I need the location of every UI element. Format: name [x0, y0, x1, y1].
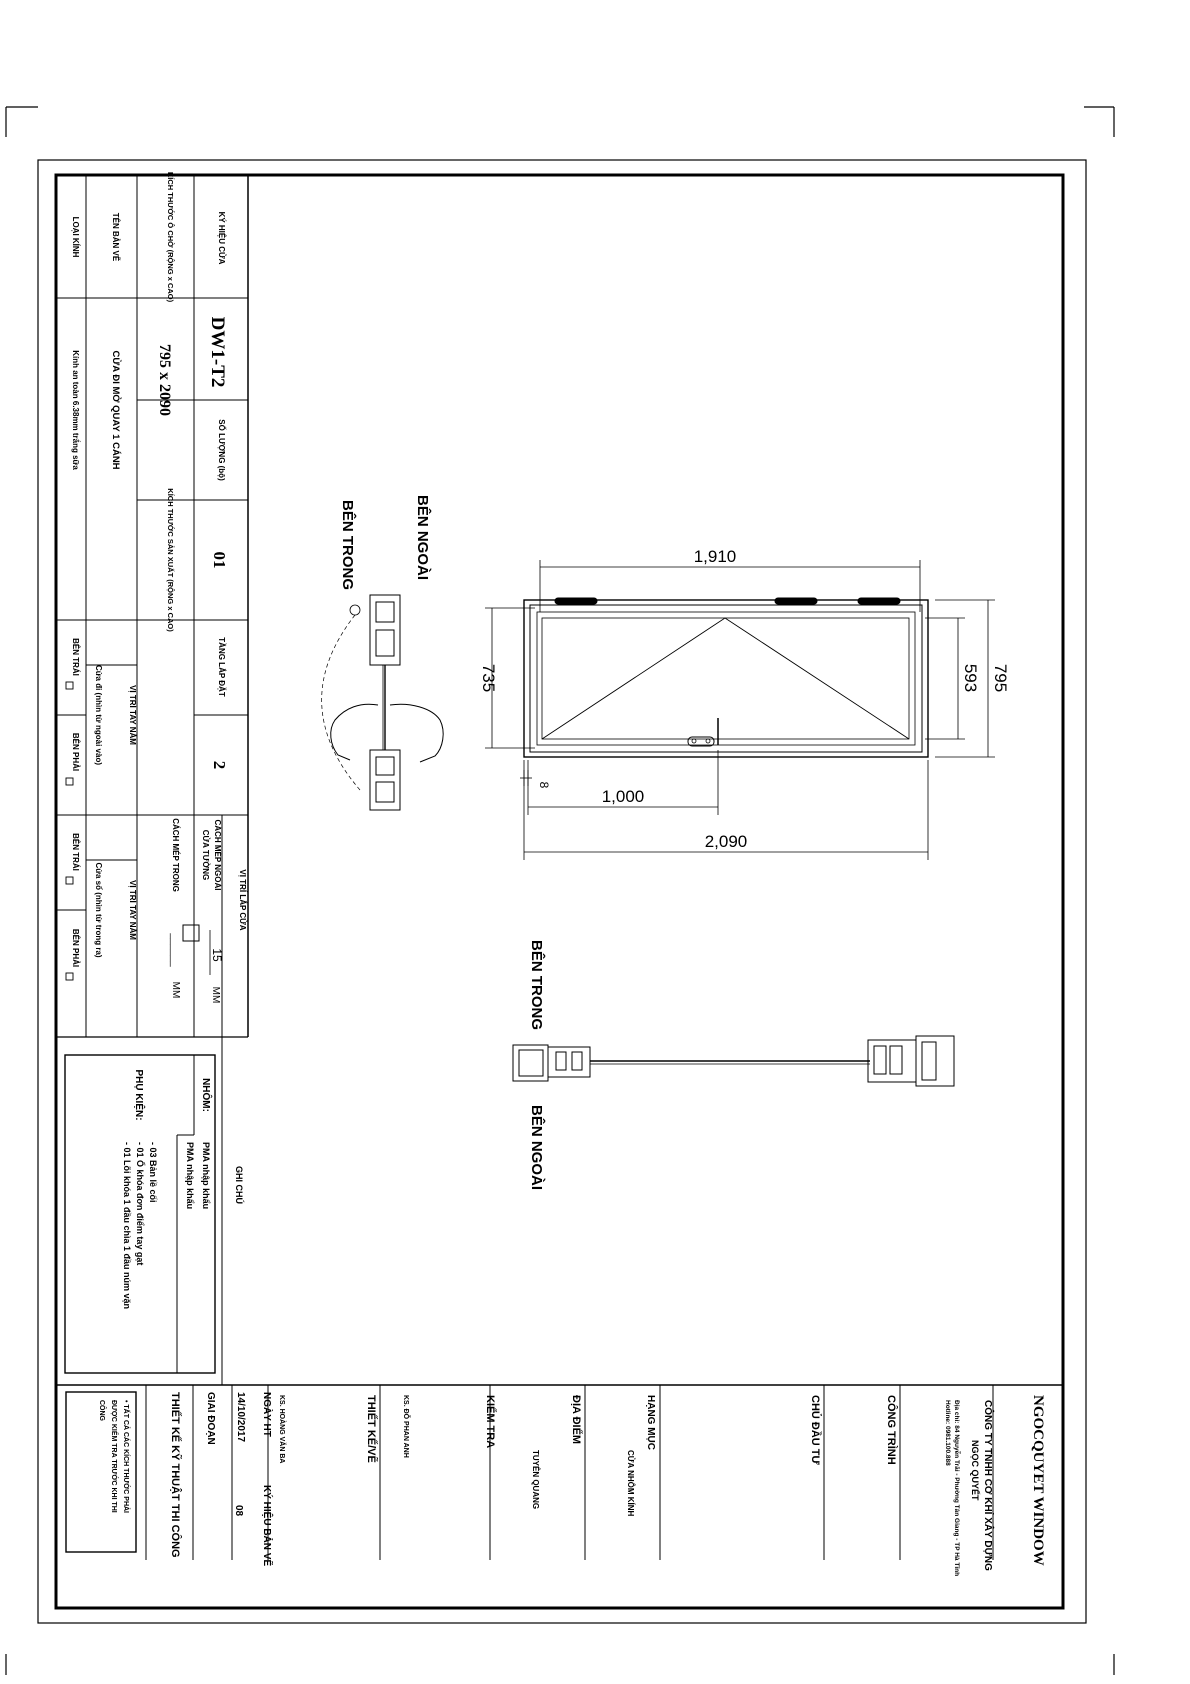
inner-gap-label: CÁCH MÉP TRONG [171, 818, 180, 892]
hinge-right [858, 598, 900, 604]
door-elevation [524, 598, 928, 757]
drawing-no-value: 08 [233, 1505, 244, 1517]
outer-border [38, 160, 1086, 1623]
section-bottom [513, 1036, 954, 1086]
door-outside-label: Cửa đi (nhìn từ ngoài vào) [94, 664, 103, 766]
dim-8-label: 8 [537, 781, 551, 789]
dim-593-label: 593 [961, 663, 980, 693]
door-left-option[interactable]: BÊN TRÁI [71, 638, 80, 676]
inner-gap-unit: MM [170, 981, 181, 999]
drawing-name-label: TÊN BẢN VẼ [111, 212, 120, 262]
aluminium-label: NHÔM: [200, 1078, 211, 1112]
outside-label-top: BÊN NGOÀI [414, 495, 431, 581]
category-label: HẠNG MỤC [645, 1395, 656, 1450]
aluminium-value-2: PMA nhập khẩu [185, 1142, 195, 1210]
glass-type-value: Kính an toàn 6.38mm trắng sữa [71, 350, 80, 470]
outer-gap-label: CÁCH MÉP NGOÀI [213, 819, 222, 891]
outer-gap-unit: MM [210, 986, 221, 1004]
install-pos-label: VỊ TRÍ LẮP CỬA [238, 869, 247, 931]
handle-position-label: VỊ TRÍ TAY NẮM [128, 685, 137, 745]
code-value: DW1-T2 [207, 316, 228, 388]
category-value: CỬA NHÔM KÍNH [626, 1450, 635, 1517]
dim-1910-label: 1,910 [693, 547, 737, 566]
opening-size-label: KÍCH THƯỚC Ô CHỜ (RỘNG x CAO) [166, 171, 175, 303]
drawing-name-value: CỬA ĐI MỞ QUAY 1 CÁNH [110, 350, 121, 470]
accessory-2: - 01 Ổ khóa đơn điểm tay gạt [135, 1142, 145, 1266]
qty-value: 01 [210, 551, 229, 569]
wall-label: CỬA TƯỜNG [201, 829, 210, 881]
company-address-1: Địa chỉ: 84 Nguyễn Trãi - Phường Tân Giang - TP Hà Tĩnh [953, 1400, 960, 1577]
check-label: KIỂM TRA [484, 1395, 496, 1449]
brand-logo-text: NGOCQUYET WINDOW [1030, 1395, 1046, 1566]
company-name-2: NGỌC QUYẾT [970, 1440, 980, 1501]
design-label: THIẾT KẾ/VẼ [365, 1395, 377, 1463]
aluminium-value-1: PMA nhập khẩu [201, 1142, 211, 1210]
inner-gap-value: ______ [169, 933, 180, 967]
hinge-left [555, 598, 597, 604]
location-value: TUYÊN QUANG [531, 1450, 540, 1510]
dim-2090-label: 2,090 [704, 832, 748, 851]
company-address-2: Hotline: 0981.100.888 [944, 1400, 951, 1466]
designer-name: KS. HOÀNG VĂN BA [278, 1395, 285, 1464]
hinge-middle [775, 598, 817, 604]
window-left-checkbox[interactable] [66, 877, 73, 884]
outer-gap-value: 15 [210, 948, 224, 962]
section-top [322, 595, 444, 810]
location-label: ĐỊA ĐIỂM [570, 1395, 582, 1445]
window-left-option[interactable]: BÊN TRÁI [71, 833, 80, 871]
production-size-label: KÍCH THƯỚC SẢN XUẤT (RỘNG x CAO) [166, 488, 175, 632]
handle-position-label-2: VỊ TRÍ TAY NẮM [128, 880, 137, 940]
title-block [56, 175, 248, 1037]
door-handle-icon [688, 718, 718, 746]
window-inside-label: Cửa sổ (nhìn từ trong ra) [94, 862, 103, 958]
footnote-line-1: • TẤT CẢ CÁC KÍCH THƯỚC PHẢI [122, 1400, 129, 1514]
wall-checkbox[interactable] [183, 925, 199, 941]
door-left-checkbox[interactable] [66, 682, 73, 689]
dim-795-label: 795 [991, 663, 1010, 693]
notes-header: GHI CHÚ [234, 1166, 244, 1204]
company-name-1: CÔNG TY TNHH CƠ KHÍ XÂY DỰNG [982, 1400, 993, 1571]
project-label: CÔNG TRÌNH [885, 1395, 897, 1465]
footnote-line-2: ĐƯỢC KIỂM TRA TRƯỚC KHI THI [110, 1400, 117, 1513]
glass-type-label: LOẠI KÍNH [71, 216, 80, 258]
checker-name: KS. ĐỖ PHAN ANH [402, 1395, 409, 1458]
stage-value: THIẾT KẾ KỸ THUẬT THI CÔNG [169, 1392, 181, 1558]
drawing-no-label: KÝ HIỆU BẢN VẼ [261, 1485, 272, 1567]
date-value: 14/10/2017 [235, 1392, 246, 1443]
window-right-checkbox[interactable] [66, 973, 73, 980]
outside-label-bottom: BÊN NGOÀI [528, 1105, 545, 1191]
accessory-3: - 01 Lõi khóa 1 đầu chìa 1 đầu núm vặn [122, 1142, 132, 1310]
floor-value: 2 [210, 760, 229, 770]
date-label: NGÀY HT [261, 1392, 272, 1437]
opening-size-value: 795 x 2090 [156, 344, 173, 416]
investor-label: CHỦ ĐẦU TƯ [809, 1395, 821, 1465]
dim-1000-label: 1,000 [601, 787, 645, 806]
inside-label-bottom: BÊN TRONG [528, 940, 545, 1030]
code-label: KÝ HIỆU CỬA [217, 211, 226, 265]
dim-735-label: 735 [479, 663, 498, 693]
stage-label: GIAI ĐOẠN [205, 1392, 216, 1445]
inside-label-top: BÊN TRONG [339, 500, 356, 590]
footnote-line-3: CÔNG [98, 1400, 105, 1421]
window-right-option[interactable]: BÊN PHẢI [71, 928, 80, 968]
floor-label: TẦNG LẮP ĐẶT [217, 637, 226, 697]
door-right-option[interactable]: BÊN PHẢI [71, 732, 80, 772]
accessory-1: - 03 Bản lề cối [148, 1142, 158, 1203]
door-right-checkbox[interactable] [66, 778, 73, 785]
accessories-label: PHỤ KIỆN: [133, 1069, 144, 1121]
qty-label: SỐ LƯỢNG (bộ) [217, 419, 226, 481]
